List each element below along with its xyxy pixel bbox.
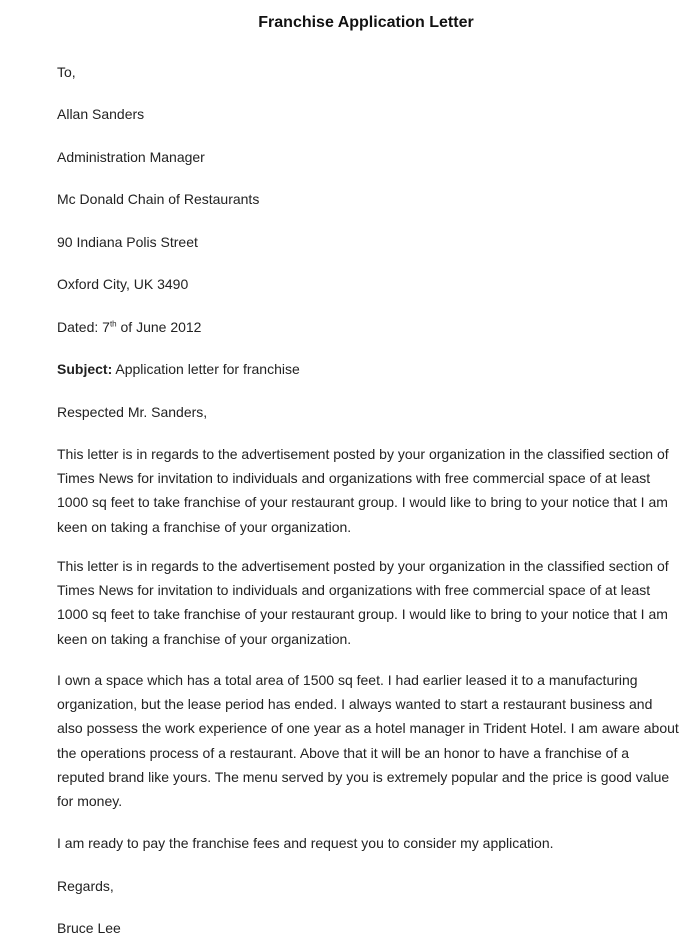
paragraph-line: also possess the work experience of one year as a hotel manager in Trident Hotel. I am aware about (57, 720, 679, 737)
recipient-city: Oxford City, UK 3490 (57, 276, 189, 292)
date-prefix: Dated: 7 (57, 319, 110, 335)
signature-name: Bruce Lee (57, 920, 121, 936)
paragraph-line: organization, but the lease period has ended. I always wanted to start a restaurant business and (57, 696, 653, 713)
paragraph-line: keen on taking a franchise of your organization. (57, 518, 352, 535)
paragraph-line: for money. (57, 793, 123, 810)
paragraph-line: Times News for invitation to individuals and organizations with free commercial space of at least (57, 582, 651, 599)
date-ordinal: th (109, 319, 117, 329)
paragraph-line: reputed brand like yours. The menu served by you is extremely popular and the price is good value (57, 768, 670, 785)
paragraph-line: Times News for invitation to individuals and organizations with free commercial space of at least (57, 470, 651, 487)
date-rest: of June 2012 (116, 319, 202, 335)
recipient-position: Administration Manager (57, 149, 205, 165)
subject-label: Subject: (57, 361, 113, 377)
letter-subject (57, 360, 300, 378)
paragraph-line: 1000 sq feet to take franchise of your restaurant group. I would like to bring to your notice that I am (57, 494, 668, 511)
paragraph-line: the operations process of a restaurant. Above that it will be an honor to have a franchise of a (57, 744, 630, 761)
paragraph-line: keen on taking a franchise of your organization. (57, 630, 352, 647)
paragraph-3 (57, 668, 682, 813)
letter-title: Franchise Application Letter (258, 14, 474, 31)
paragraph-line: This letter is in regards to the advertisement posted by your organization in the classified section of (57, 558, 669, 574)
paragraph-line: I own a space which has a total area of 1500 sq feet. I had earlier leased it to a manufacturing (57, 672, 638, 688)
letter-date (57, 318, 201, 336)
recipient-company: Mc Donald Chain of Restaurants (57, 191, 260, 207)
closing-statement: I am ready to pay the franchise fees and request you to consider my application. (57, 835, 554, 851)
address-to: To, (57, 64, 76, 80)
paragraph-line: This letter is in regards to the advertisement posted by your organization in the classified section of (57, 446, 669, 462)
recipient-name: Allan Sanders (57, 106, 145, 122)
paragraph-line: 1000 sq feet to take franchise of your restaurant group. I would like to bring to your notice that I am (57, 606, 668, 623)
paragraph-1 (57, 442, 682, 539)
recipient-street: 90 Indiana Polis Street (57, 234, 198, 250)
regards: Regards, (57, 878, 114, 894)
paragraph-2 (57, 554, 682, 651)
subject-text: Application letter for franchise (112, 361, 300, 377)
salutation: Respected Mr. Sanders, (57, 404, 208, 420)
